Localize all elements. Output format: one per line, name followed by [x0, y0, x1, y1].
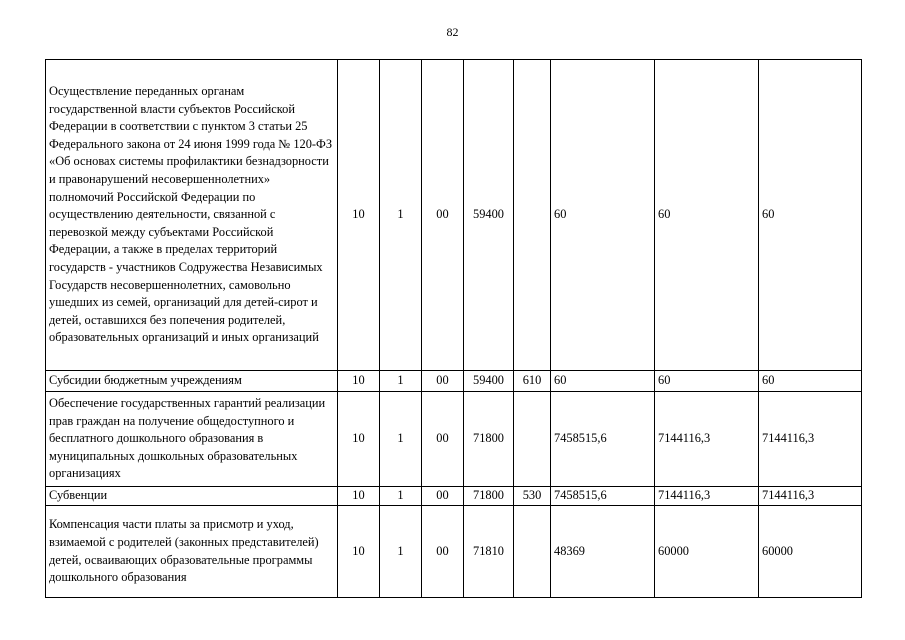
program-cell: 00 — [422, 506, 464, 598]
expense-type-cell: 530 — [514, 487, 551, 506]
direction-cell: 71810 — [464, 506, 514, 598]
year2-amount-cell: 7144116,3 — [655, 487, 759, 506]
year1-amount-cell: 60 — [551, 371, 655, 392]
subsection-cell: 1 — [380, 60, 422, 371]
row-name-cell: Субсидии бюджетным учреждениям — [46, 371, 338, 392]
direction-cell: 71800 — [464, 487, 514, 506]
budget-table — [45, 59, 862, 598]
section-cell: 10 — [338, 506, 380, 598]
year1-amount-cell: 48369 — [551, 506, 655, 598]
year2-amount-cell: 60 — [655, 371, 759, 392]
table-row — [46, 487, 862, 506]
section-cell: 10 — [338, 371, 380, 392]
table-row — [46, 60, 862, 371]
expense-type-cell — [514, 506, 551, 598]
row-name-cell: Субвенции — [46, 487, 338, 506]
program-cell: 00 — [422, 392, 464, 487]
subsection-cell: 1 — [380, 506, 422, 598]
subsection-cell: 1 — [380, 371, 422, 392]
row-name-cell: Компенсация части платы за присмотр и уход, взимаемой с родителей (законных представителей) детей, осваивающих образовательные программы дошкольного образования — [46, 506, 338, 598]
row-name-cell: Обеспечение государственных гарантий реализации прав граждан на получение общедоступного и бесплатного дошкольного образования в муниципальных дошкольных образовательных организациях — [46, 392, 338, 487]
page-number: 82 — [446, 25, 459, 39]
year3-amount-cell: 60 — [759, 371, 862, 392]
year2-amount-cell: 7144116,3 — [655, 392, 759, 487]
year2-amount-cell: 60000 — [655, 506, 759, 598]
direction-cell: 59400 — [464, 60, 514, 371]
year2-amount-cell: 60 — [655, 60, 759, 371]
expense-type-cell: 610 — [514, 371, 551, 392]
program-cell: 00 — [422, 487, 464, 506]
year3-amount-cell: 7144116,3 — [759, 487, 862, 506]
year3-amount-cell: 60000 — [759, 506, 862, 598]
subsection-cell: 1 — [380, 487, 422, 506]
table-row — [46, 506, 862, 598]
section-cell: 10 — [338, 392, 380, 487]
program-cell: 00 — [422, 60, 464, 371]
table-row — [46, 392, 862, 487]
row-name-cell: Осуществление переданных органам государственной власти субъектов Российской Федерации в соответствии с пунктом 3 статьи 25 Федерального закона от 24 июня 1999 года № 120-ФЗ «Об основах системы профилактики безнадзорности и правонарушений несовершеннолетних» полномочий Российской Федерации по осуществлению деятельности, связанной с перевозкой между субъектами Российской Федерации, а также в пределах территорий государств - участников Содружества Независимых Государств несовершеннолетних, самовольно ушедших из семей, организаций для детей-сирот и детей, оставшихся без попечения родителей, образовательных организаций и иных организаций — [46, 60, 338, 371]
year1-amount-cell: 7458515,6 — [551, 487, 655, 506]
direction-cell: 59400 — [464, 371, 514, 392]
direction-cell: 71800 — [464, 392, 514, 487]
section-cell: 10 — [338, 60, 380, 371]
expense-type-cell — [514, 392, 551, 487]
year1-amount-cell: 7458515,6 — [551, 392, 655, 487]
year1-amount-cell: 60 — [551, 60, 655, 371]
table-row — [46, 371, 862, 392]
year3-amount-cell: 7144116,3 — [759, 392, 862, 487]
program-cell: 00 — [422, 371, 464, 392]
expense-type-cell — [514, 60, 551, 371]
year3-amount-cell: 60 — [759, 60, 862, 371]
subsection-cell: 1 — [380, 392, 422, 487]
section-cell: 10 — [338, 487, 380, 506]
